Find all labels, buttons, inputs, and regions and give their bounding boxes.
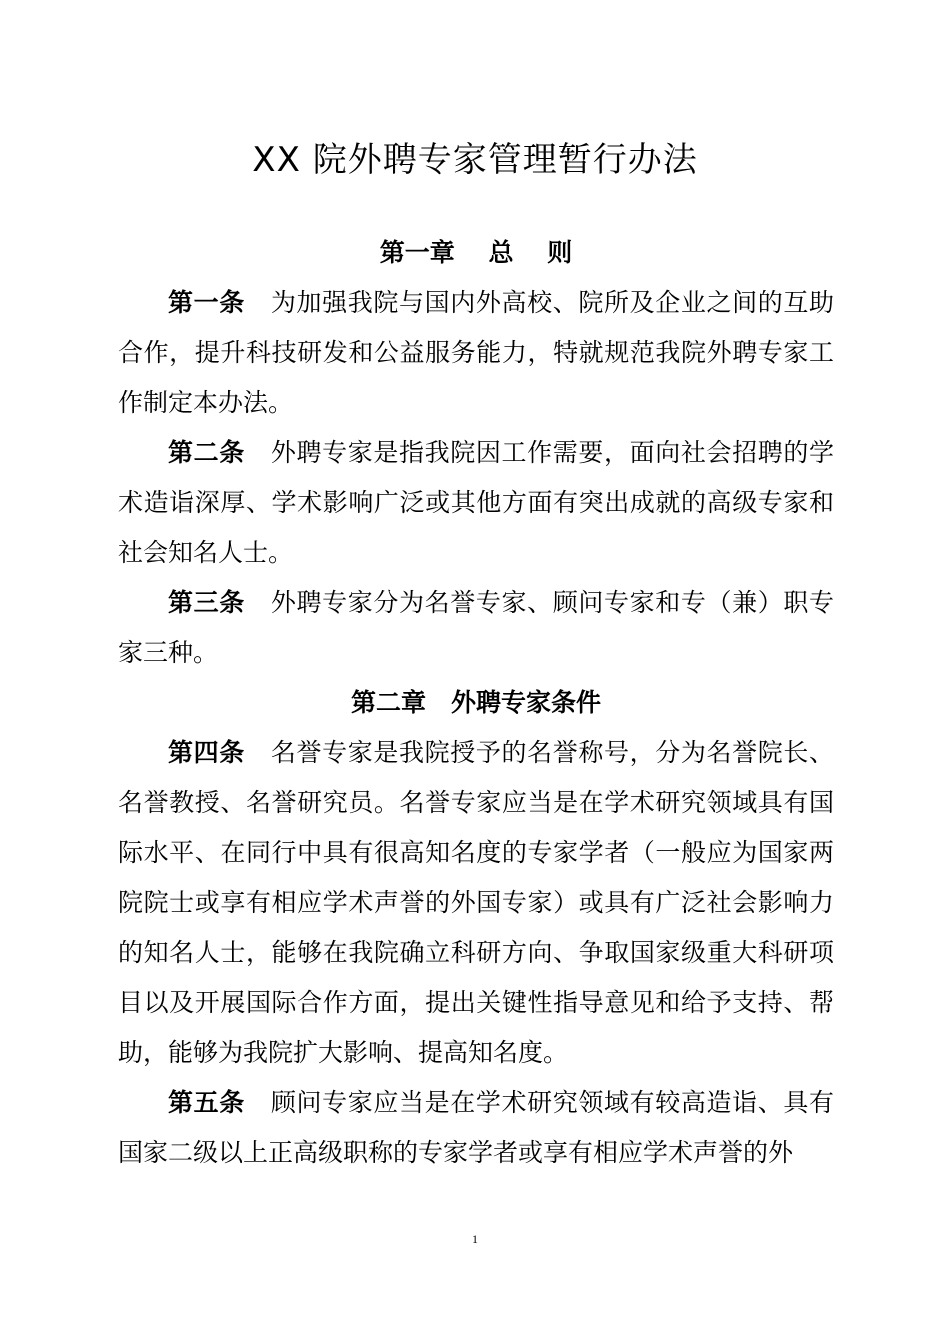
article-text: 外聘专家分为名誉专家、顾问专家和专（兼）职专家三种。 (118, 588, 834, 667)
article-paragraph (118, 578, 834, 678)
article-number: 第二条 (168, 438, 245, 467)
article-paragraph (118, 278, 834, 428)
article-text: 外聘专家是指我院因工作需要，面向社会招聘的学术造诣深厚、学术影响广泛或其他方面有突出成就的高级专家和社会知名人士。 (118, 438, 834, 567)
chapter-heading: 第一章 总 则 (379, 238, 573, 267)
article-paragraph (118, 728, 834, 1078)
article-number: 第四条 (168, 738, 245, 767)
chapter-section (118, 228, 834, 678)
article-number: 第五条 (168, 1088, 245, 1117)
document-title: XX 院外聘专家管理暂行办法 (252, 139, 698, 180)
article-number: 第一条 (168, 288, 245, 317)
article-text: 为加强我院与国内外高校、院所及企业之间的互助合作，提升科技研发和公益服务能力，特就规范我院外聘专家工作制定本办法。 (118, 288, 834, 417)
page-number: 1 (472, 1232, 478, 1246)
article-paragraph (118, 428, 834, 578)
article-text: 顾问专家应当是在学术研究领域有较高造诣、具有国家二级以上正高级职称的专家学者或享有相应学术声誉的外 (118, 1088, 834, 1167)
article-number: 第三条 (168, 588, 245, 617)
document-body (118, 228, 834, 1178)
article-paragraph (118, 1078, 834, 1178)
article-text: 名誉专家是我院授予的名誉称号，分为名誉院长、名誉教授、名誉研究员。名誉专家应当是在学术研究领域具有国际水平、在同行中具有很高知名度的专家学者（一般应为国家两院院士或享有相应学术声誉的外国专家）或具有广泛社会影响力的知名人士，能够在我院确立科研方向、争取国家级重大科研项目以及开展国际合作方面，提出关键性指导意见和给予支持、帮助，能够为我院扩大影响、提高知名度。 (118, 738, 834, 1067)
chapter-section (118, 678, 834, 1178)
chapter-heading: 第二章 外聘专家条件 (350, 688, 601, 717)
